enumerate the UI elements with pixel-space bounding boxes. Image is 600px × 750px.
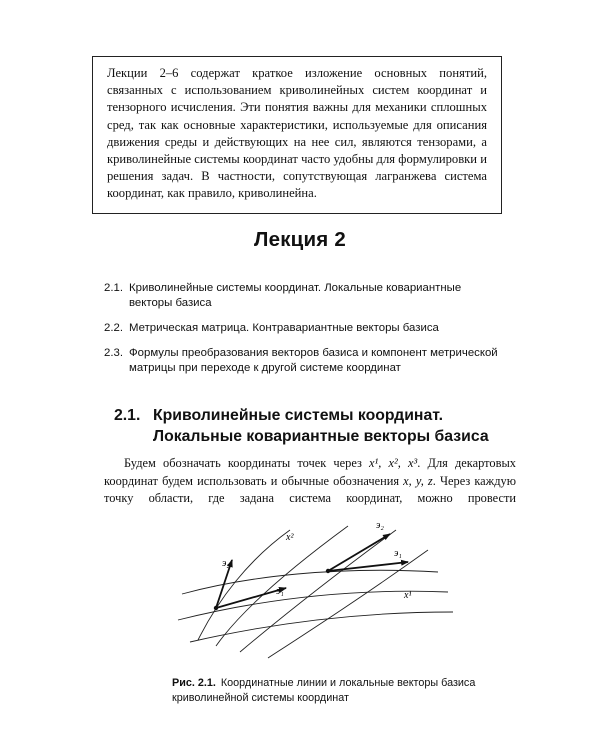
body-text-part1: Будем обозначать координаты точек через [124,456,370,470]
intro-text: Лекции 2–6 содержат краткое изложение основных понятий, связанных с использованием криволинейных систем координат и тензорного исчисления. Эти понятия важны для механики сплошных сред, так как основные характеристики, используемые для описания движения среды и действующих на нее сил, являются тензорами, а криволинейные системы координат часто удобны для формулировки и решения задач. В частности, сопутствующая лагранжева система координат, как правило, криволинейна. [107,66,487,201]
label-x2: x² [286,532,294,543]
intro-box [92,56,502,214]
toc-item-text: Формулы преобразования векторов базиса и компонент метрической матрицы при переходе к другой системе координат [129,347,498,374]
label-x1: x¹ [404,590,412,601]
body-text-part3: . Через каждую точку области, где задана система координат, можно провести [104,473,516,506]
label-e2-right: э₂ [376,520,384,531]
toc-item-text: Криволинейные системы координат. Локальные ковариантные векторы базиса [129,282,462,309]
coordinate-line-x1 [190,612,453,642]
toc-item [104,346,504,376]
section-number: 2.1. [114,407,141,424]
figure-coordinate-lines [168,520,468,670]
caption-text: Координатные линии и локальные векторы базиса криволинейной системы координат [172,677,476,704]
math-coords-cartesian: x, y, z [403,473,433,488]
figure-caption [172,676,512,705]
section-heading [114,406,514,447]
lecture-title: Лекция 2 [254,228,346,251]
section-title-line2: Локальные ковариантные векторы базиса [153,427,489,445]
caption-label: Рис. 2.1. [172,677,216,689]
body-text-part2: . Для декартовых координат будем использовать и обычные обозначения [104,456,516,488]
toc-item [104,321,504,336]
toc-item-text: Метрическая матрица. Контравариантные векторы базиса [129,322,439,334]
section-title-line1: Криволинейные системы координат. [153,407,443,424]
label-e2-left: э₂ [222,558,230,569]
toc-item-number: 2.2. [104,322,123,334]
toc-item-number: 2.1. [104,282,123,294]
label-e1-left: э₁ [276,586,284,597]
table-of-contents [104,281,504,386]
coordinate-line-x2 [198,530,290,640]
coordinate-line-x1 [182,570,438,594]
body-paragraph [104,455,516,508]
math-coords-curvilinear: x¹, x², x³ [369,456,418,470]
toc-item [104,281,504,311]
label-e1-right: э₁ [394,548,402,559]
toc-item-number: 2.3. [104,347,123,359]
